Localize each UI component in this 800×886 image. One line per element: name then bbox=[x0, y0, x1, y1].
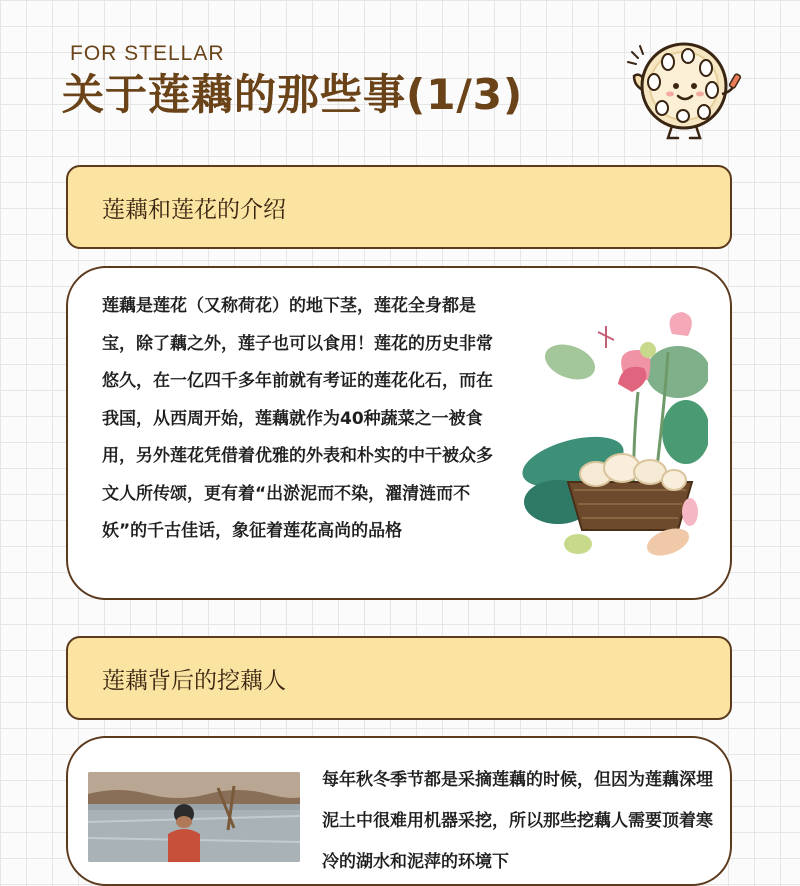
lotus-harvester-photo bbox=[88, 772, 300, 862]
section-content-intro bbox=[66, 266, 732, 600]
lotus-illustration bbox=[518, 292, 708, 562]
section-content-harvesters bbox=[66, 736, 732, 886]
brand-label: FOR STELLAR bbox=[70, 42, 225, 65]
lotus-root-mascot-icon bbox=[618, 34, 754, 146]
section-body-text: 每年秋冬季节都是采摘莲藕的时候，但因为莲藕深埋泥土中很难用机器采挖，所以那些挖藕人需要顶着寒冷的湖水和泥萍的环境下 bbox=[322, 770, 713, 872]
page-title: 关于莲藕的那些事(1/3) bbox=[62, 70, 524, 119]
section-heading-harvesters bbox=[66, 636, 732, 720]
section-heading-label: 莲藕和莲花的介绍 bbox=[102, 196, 286, 223]
section-heading-label: 莲藕背后的挖藕人 bbox=[102, 667, 286, 694]
section-body-text: 莲藕是莲花（又称荷花）的地下茎，莲花全身都是宝，除了藕之外，莲子也可以食用！莲花的历史非常悠久，在一亿四千多年前就有考证的莲花化石，而在我国，从西周开始，莲藕就作为40种蔬菜之一被食用，另外莲花凭借着优雅的外表和朴实的中干被众多文人所传颂，更有着“出淤泥而不染，濯清涟而不妖”的千古佳话，象征着莲花高尚的品格 bbox=[102, 296, 493, 541]
section-heading-intro bbox=[66, 165, 732, 249]
